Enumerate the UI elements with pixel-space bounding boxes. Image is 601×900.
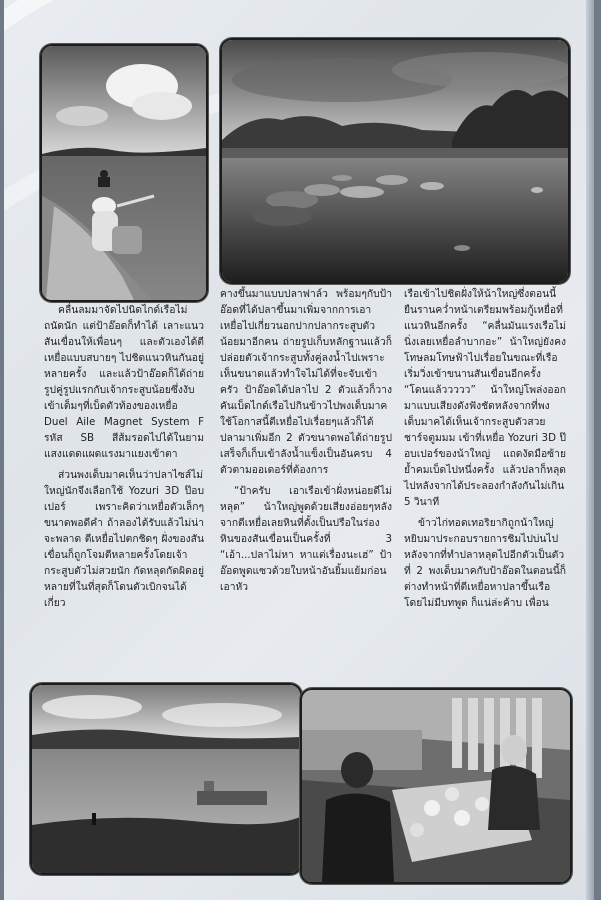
- page-edge: [586, 0, 594, 900]
- text-column-left: [44, 302, 204, 611]
- text-column-right: [404, 286, 566, 611]
- paragraph: ข้าวไก่ทอดเทอริยากิถูกน้าใหญ่หยิบมาประกอบรายการชิมไปบ่นไป หลังจากที่ทำปลาหลุดไปอีกตัวเป็นตัวที่ 2 พงเด็บมาคกับป้าอ๊อดในตอนนี้ก็ต่างทำหน้าที่ตีเหยื่อหาปลาขึ้นเรือโดยไม่มีบทพูด ก็แน่ล่ะค้าบ เพื่อน: [404, 517, 566, 609]
- paragraph: เรือเข้าไปชิดฝั่งให้น้าใหญ่ซึ่งตอนนี้ยืนรานคว่ำหน้าเตรียมพร้อมกู้เหยื่อที่แนวหินอีกครั้ง “คลื่นมันแรงเรือไม่นิ่งเลยเหยื่อลำบากอะ” น้าใหญ่ยังคงโทษลมโทษฟ้าไปเรื่อยในขณะที่เรือเริ่มวิ่งเข้าขนานสันเขื่อนอีกครั้ง “โดนแล้ววววว” น้าใหญ่โพล่งออกมาแบบเสียงดังฟังชัดหลังจากที่พงเด็บมาคได้เห็นเจ้ากระสูบตัวสวยชาร์จตูมมม เข้าที่เหยื่อ Yozuri 3D ป๊อบเปอร์ของน้าใหญ่ แถดงัดมือซ้ายย้ำคมเบ็ดไปหนึ่งครั้ง แล้วปลาก็หลุดไปหลังจากได้ประลองกำลังกันไม่เกิน 5 วินาที: [404, 288, 566, 508]
- raft-meal-photo: [300, 688, 572, 884]
- paragraph: คางขึ้นมาแบบปลาฟาล์ว พร้อมๆกับป้าอ๊อดที่ได้ปลาขึ้นมาเพิ่มจากการเอาเหยื่อไปเกี่ยวนอกปากปลากระสูบตัวน้อยมาอีกคน ถ่ายรูปเก็บหลักฐานแล้วก็ปล่อยตัวเจ้ากระสูบทั้งคู่ลงน้ำไปเพราะเห็นขนาดแล้วทำใจไม่ได้ที่จะจับเข้าครัว ป้าอ๊อดได้ปลาไป 2 ตัวแล้วก็วางคันเบ็ดไกด์เรือไปกินข้าวไปพงเด็บมาคใช้โอกาสนี้ตีเหยื่อไปเรื่อยๆแล้วก็ได้ปลามาเพิ่มอีก 2 ตัวขนาดพอได้ถ่ายรูปเสร็จก็เก็บเข้าลังน้ำแข็งเป็นอันครบ 4 ตัวตามออเดอร์ที่ต้องการ: [220, 288, 392, 476]
- text-column-middle: [220, 286, 392, 595]
- magazine-page: [4, 0, 594, 900]
- paragraph: “ป้าครับ เอาเรือเข้าฝั่งหน่อยดีไม่หลุด” น้าใหญ่พูดด้วยเสียงอ่อยๆหลังจากตีเหยื่อเลยหินที่ตั้งเป็นปรือในร่องหินของสันเขื่อนเป็นครั้งที่ 3 “เอ้า...ปลาไม่หา หาแต่เรื่องนะเฮ่” ป้าอ๊อดพูดแซวด้วยใบหน้าอันยิ้มแย้มก่อนเอาหัว: [220, 485, 392, 593]
- lotus-pond-photo: [220, 38, 570, 284]
- paragraph: ส่วนพงเด็บมาคเห็นว่าปลาไซส์ไม่ใหญ่นักจึงเลือกใช้ Yozuri 3D ป๊อบเปอร์ เพราะคิดว่าเหยื่อตัวเล็กๆขนาดพอดีคำ ถ้าลองได้รับแล้วไม่น่าจะพลาด ตีเหยื่อไปตกชิดๆ ฝั่งของสันเขื่อนก็ถูกโจมตีหลายครั้งโดยเจ้ากระสูบตัวไม่สวยนัก กัดหลุดกัดผิดอยู่หลายที่ในที่สุดก็โดนตัวเบิกจนได้ เกี่ยว: [44, 469, 204, 609]
- lake-shore-photo: [30, 683, 302, 875]
- paragraph: คลื่นลมมาจัดไปนิดไกด์เรือไม่ถนัดนัก แต่ป้าอ๊อดก็ทำได้ เลาะแนวสันเขื่อนให้เพื่อนๆ และตัวเองได้ตีเหยื่อแบบสบายๆ ไปชิดแนวหินกันอยู่หลายครั้ง และแล้วป้าอ๊อดก็ได้ถ่ายรูปคู่รูปแรกกับเจ้ากระสูบน้อยซึ่งงับเข้าเต็มๆที่เบ็ดตัวท้องของเหยื่อ Duel Aile Magnet System F รหัส SB สีส้มรอดไปได้ในยามแสงแดดแผดแรงมาแยงเข้าตา: [44, 304, 204, 460]
- boat-on-lake-photo: [40, 44, 208, 302]
